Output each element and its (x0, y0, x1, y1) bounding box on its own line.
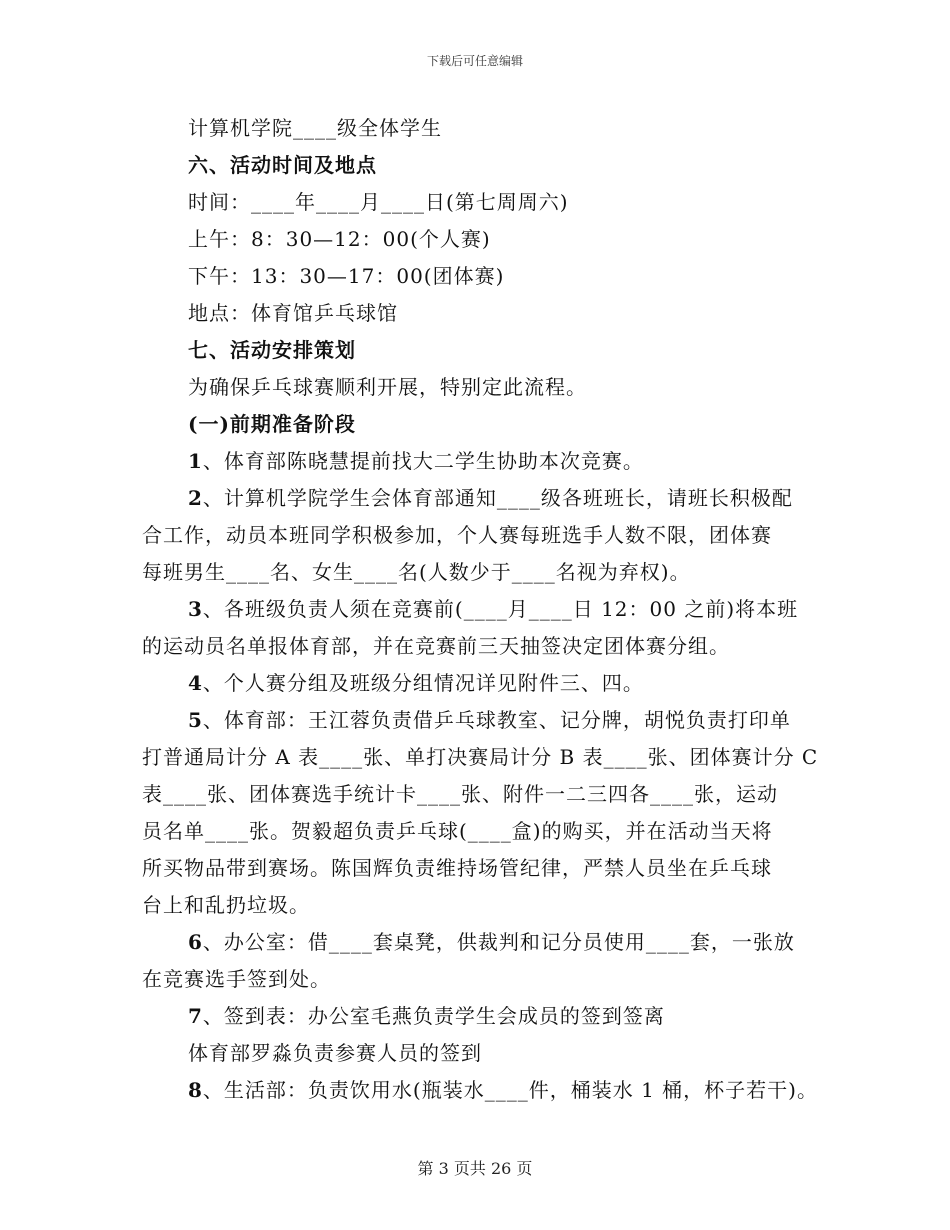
list-item-number: 1 (188, 449, 203, 473)
list-item-6-continued: 在竞赛选手签到处。 (142, 967, 331, 991)
list-item-5-continued: 打普通局计分 A 表____张、单打决赛局计分 B 表____张、团体赛计分 C (142, 745, 819, 769)
document-body (142, 110, 832, 1109)
list-item-text: 、签到表：办公室毛燕负责学生会成员的签到签离 (202, 1004, 665, 1028)
paragraph-location: 地点：体育馆乒乓球馆 (188, 301, 398, 325)
list-item-5-continued: 台上和乱扔垃圾。 (142, 893, 310, 917)
list-item-5 (142, 702, 832, 739)
paragraph-date: 时间：____年____月____日(第七周周六) (188, 190, 569, 214)
paragraph-participants: 计算机学院____级全体学生 (188, 116, 442, 140)
list-item-number: 4 (188, 671, 203, 695)
paragraph-morning: 上午：8：30—12：00(个人赛) (188, 227, 491, 251)
list-item-number: 2 (188, 486, 203, 510)
subsection-heading-preparation: (一)前期准备阶段 (188, 412, 356, 436)
list-item-5-continued: 员名单____张。贺毅超负责乒乓球(____盒)的购买，并在活动当天将 (142, 819, 773, 843)
list-item-2-continued: 合工作，动员本班同学积极参加，个人赛每班选手人数不限，团体赛 (142, 523, 772, 547)
list-item-text: 、各班级负责人须在竞赛前(____月____日 12：00 之前)将本班 (202, 597, 799, 621)
list-item-2-continued: 每班男生____名、女生____名(人数少于____名视为弃权)。 (142, 560, 691, 584)
list-item-4 (142, 665, 832, 702)
list-item-number: 7 (188, 1004, 203, 1028)
list-item-text: 、体育部：王江蓉负责借乒乓球教室、记分牌，胡悦负责打印单 (202, 708, 791, 732)
list-item-text: 、生活部：负责饮用水(瓶装水____件，桶装水 1 桶，杯子若干)。 (202, 1078, 818, 1102)
list-item-2 (142, 480, 832, 517)
list-item-number: 8 (188, 1078, 203, 1102)
list-item-number: 3 (188, 597, 203, 621)
list-item-1 (142, 443, 832, 480)
list-item-3 (142, 591, 832, 628)
list-item-number: 5 (188, 708, 203, 732)
list-item-text: 、个人赛分组及班级分组情况详见附件三、四。 (202, 671, 644, 695)
page-footer-number: 第 3 页共 26 页 (417, 1159, 533, 1178)
list-item-8 (142, 1072, 832, 1109)
list-item-6 (142, 924, 832, 961)
list-item-7 (142, 998, 832, 1035)
list-item-5-continued: 所买物品带到赛场。陈国辉负责维持场管纪律，严禁人员坐在乒乓球 (142, 856, 772, 880)
list-item-text: 、计算机学院学生会体育部通知____级各班班长，请班长积极配 (202, 486, 793, 510)
list-item-7-continued: 体育部罗淼负责参赛人员的签到 (188, 1041, 482, 1065)
list-item-number: 6 (188, 930, 203, 954)
list-item-text: 、办公室：借____套桌凳，供裁判和记分员使用____套，一张放 (202, 930, 795, 954)
list-item-5-continued: 表____张、团体赛选手统计卡____张、附件一二三四各____张，运动 (142, 782, 778, 806)
section-heading-time-location: 六、活动时间及地点 (188, 153, 377, 177)
section-heading-plan: 七、活动安排策划 (188, 338, 356, 362)
paragraph-afternoon: 下午：13：30—17：00(团体赛) (188, 264, 505, 288)
list-item-text: 、体育部陈晓慧提前找大二学生协助本次竞赛。 (202, 449, 644, 473)
list-item-3-continued: 的运动员名单报体育部，并在竞赛前三天抽签决定团体赛分组。 (142, 634, 730, 658)
paragraph-plan-intro: 为确保乒乓球赛顺利开展，特别定此流程。 (188, 375, 587, 399)
page-header-note: 下载后可任意编辑 (426, 54, 523, 68)
